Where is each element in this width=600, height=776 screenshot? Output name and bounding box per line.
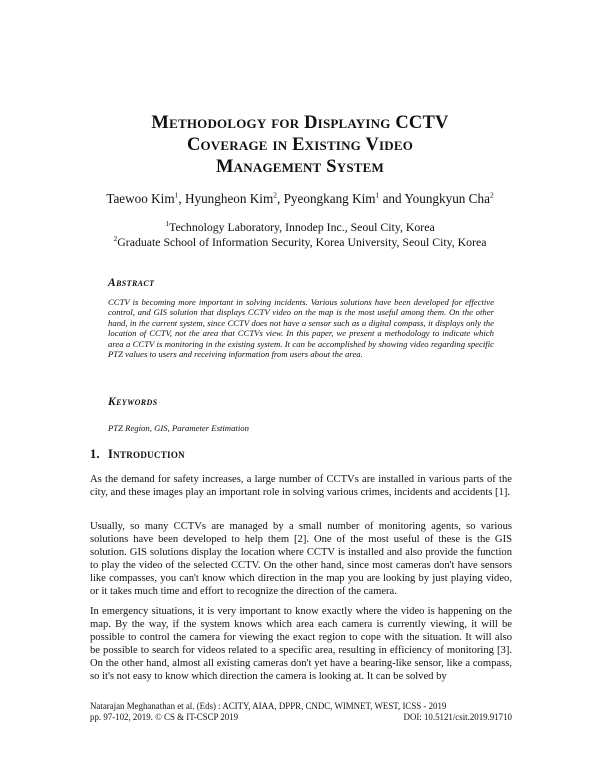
author-name: Youngkyun Cha <box>404 191 490 206</box>
keywords-text: PTZ Region, GIS, Parameter Estimation <box>108 423 249 433</box>
paper-title <box>60 112 540 178</box>
author-name: Pyeongkang Kim <box>283 191 376 206</box>
intro-paragraph-1: As the demand for safety increases, a large number of CCTVs are installed in various parts of the city, and these images play an important role in solving various crimes, incidents and accidents [1]. <box>90 474 512 498</box>
author-conjunction: and <box>379 191 405 206</box>
section-title: Introduction <box>107 447 185 461</box>
title-line-3: Management System <box>216 157 384 177</box>
abstract-heading: Abstract <box>108 277 155 289</box>
abstract-text: CCTV is becoming more important in solving incidents. Various solutions have been developed for effective control, and GIS solution that displays CCTV video on the map is the most useful among them. On the other hand, in the current system, since CCTV does not have a sensor such as a digital compass, it displays only the location of CCTV, not the area that CCTVs view. In this paper, we present a methodology to indicate which area a CCTV is monitoring in the existing system. It can be accomplished by showing video regarding specific PTZ values to users and receiving information from users about the area. <box>108 297 494 360</box>
footer-doi: DOI: 10.5121/csit.2019.91710 <box>403 712 512 722</box>
author-name: Taewoo Kim <box>106 191 175 206</box>
affiliation-text: Technology Laboratory, Innodep Inc., Seoul City, Korea <box>169 220 435 234</box>
affiliation-mark: 2 <box>113 234 118 244</box>
footer-proceedings: Natarajan Meghanathan et al. (Eds) : ACITY, AIAA, DPPR, CNDC, WIMNET, WEST, ICSS - 2019 <box>90 701 447 711</box>
affiliations <box>60 220 540 250</box>
author-affil-mark: 2 <box>489 190 494 200</box>
affiliation-line <box>60 220 540 235</box>
intro-paragraph-3: In emergency situations, it is very important to know exactly where the video is happening on the map. By the way, if the system knows which area each camera is currently viewing, it will be possible to control the camera for viewing the exact region to cope with the situation. It will also be possible to search for videos related to a specific area, resulting in efficiency of monitoring [3]. On the other hand, almost all existing cameras don't yet have a bearing-like sensor, like a compass, so it's not easy to know which direction the camera is looking at. It can be solved by <box>90 606 512 682</box>
footer-row <box>90 712 512 723</box>
author-affil-mark: 2 <box>273 190 277 200</box>
section-number: 1. <box>90 447 100 461</box>
author-name: Hyungheon Kim <box>184 191 274 206</box>
intro-paragraph-2: Usually, so many CCTVs are managed by a small number of monitoring agents, so various solutions have been developed to help them [2]. One of the most useful of these is the GIS solution. GIS solutions display the location where CCTV is installed and also provide the function to play the video of the selected CCTV. On the other hand, since most cameras don't have sensors like compasses, you can't know which direction in the map you are looking by just playing video, or it takes much time and effort to recognize the direction of the camera. <box>90 521 512 597</box>
title-line-1: Methodology for Displaying CCTV <box>151 113 449 133</box>
author-affil-mark: 1 <box>375 190 380 200</box>
affiliation-text: Graduate School of Information Security, Korea University, Seoul City, Korea <box>117 235 487 249</box>
footer-pages-copyright: pp. 97-102, 2019. © CS & IT-CSCP 2019 <box>90 712 239 722</box>
page-footer <box>90 701 512 723</box>
affiliation-mark: 1 <box>165 219 170 229</box>
author-affil-mark: 1 <box>174 190 179 200</box>
affiliation-line <box>60 235 540 250</box>
author-list: Taewoo Kim$^1$, Hyungheon Kim$^2$, Pyeongkang Kim$^1$ and Youngkyun Cha$^2$ <box>106 190 494 206</box>
title-line-2: Coverage in Existing Video <box>186 135 414 155</box>
section-heading-introduction <box>90 447 185 462</box>
keywords-heading: Keywords <box>108 396 158 408</box>
